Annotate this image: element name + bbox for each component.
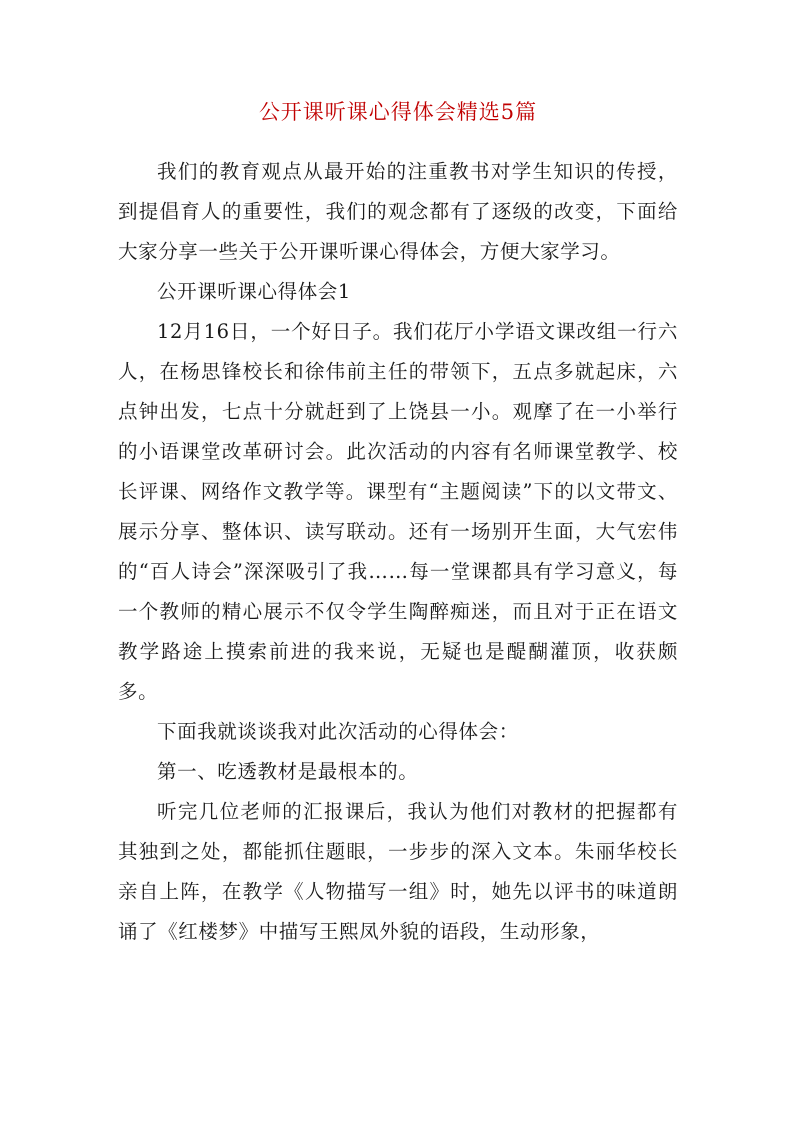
point-heading: 第一、吃透教材是最根本的。	[157, 760, 419, 783]
document-page	[118, 96, 678, 952]
body-paragraph: 听完几位老师的汇报课后，我认为他们对教材的把握都有其独到之处，都能抓住题眼，一步步的深入文本。朱丽华校长亲自上阵，在教学《人物描写一组》时，她先以评书的味道朗诵了《红楼梦》中描写王熙凤外貌的语段，生动形象，	[118, 800, 678, 943]
document-title: 公开课听课心得体会精选5篇	[258, 100, 538, 124]
section-heading: 公开课听课心得体会1	[157, 280, 351, 303]
body-paragraph: 12月16日，一个好日子。我们花厅小学语文课改组一行六人，在杨思锋校长和徐伟前主任的带领下，五点多就起床，六点钟出发，七点十分就赶到了上饶县一小。观摩了在一小举行的小语课堂改革研讨会。此次活动的内容有名师课堂教学、校长评课、网络作文教学等。课型有“主题阅读”下的以文带文、展示分享、整体识、读写联动。还有一场别开生面，大气宏伟的“百人诗会”深深吸引了我……每一堂课都具有学习意义，每一个教师的精心展示不仅令学生陶醉痴迷，而且对于正在语文教学路途上摸索前进的我来说，无疑也是醍醐灌顶，收获颇多。	[118, 320, 678, 703]
intro-paragraph: 我们的教育观点从最开始的注重教书对学生知识的传授，到提倡育人的重要性，我们的观念都有了逐级的改变，下面给大家分享一些关于公开课听课心得体会，方便大家学习。	[118, 160, 678, 263]
body-paragraph: 下面我就谈谈我对此次活动的心得体会：	[157, 720, 519, 743]
